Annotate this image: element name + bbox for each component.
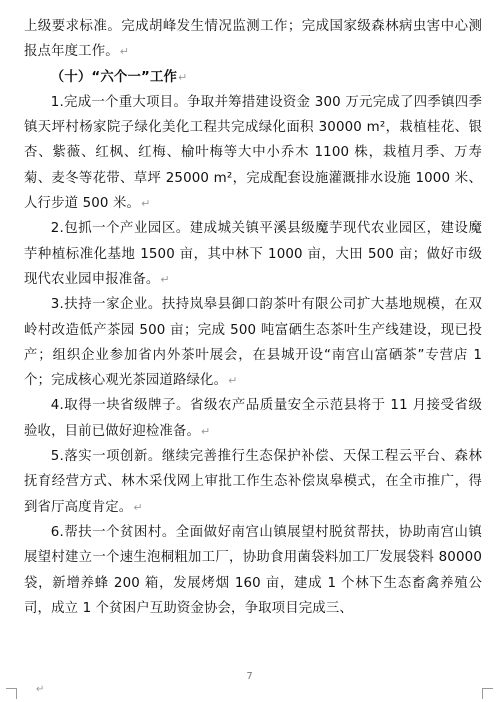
paragraph-mark-icon: ↵ [133,500,143,514]
paragraph-mark-icon: ↵ [160,272,170,286]
paragraph-text: 6.帮扶一个贫困村。全面做好南宫山镇展望村脱贫帮扶，协助南宫山镇展望村建立一个速生泡桐粗加工厂，协助食用菌袋料加工厂发展袋料 80000 袋，新增养蜂 200 箱，发展烤烟 160 亩，建成 1 个林下生态畜禽养殖公司，成立 1 个贫困户互助资金协会，争取项目完成三、 [24,524,482,616]
paragraph-item-5 [24,444,482,520]
crop-mark-bottom-left [6,688,17,699]
paragraph-text: 4.取得一块省级牌子。省级农产品质量安全示范县将于 11 月接受省级验收，目前已做好迎检准备。 [24,398,482,439]
paragraph-text: 上级要求标准。完成胡峰发生情况监测工作；完成国家级森林病虫害中心测报点年度工作。 [24,19,482,60]
paragraph-mark-icon: ↵ [119,45,130,59]
paragraph-mark-icon: ↵ [141,197,151,211]
paragraph-text: 2.包抓一个产业园区。建成城关镇平溪县级魔芋现代农业园区，建设魔芋种植标准化基地 1500 亩，其中林下 1000 亩，大田 500 亩；做好市级现代农业园申报准备。 [24,221,482,287]
page-number: 7 [246,671,253,682]
paragraph-text: 3.扶持一家企业。扶持岚皋县御口韵茶叶有限公司扩大基地规模，在双岭村改造低产茶园 500 亩；完成 500 吨富硒生态茶叶生产线建设，现已投产；组织企业参加省内外茶叶展会，在县城开设“南宫山富硒茶”专营店 1 个；完成核心观光茶园道路绿化。 [24,297,482,389]
heading-text: （十）“六个一”工作 [50,69,178,85]
paragraph-item-4 [24,393,482,444]
paragraph-item-2 [24,216,482,292]
section-heading [24,65,482,90]
document-body [24,14,482,621]
paragraph-item-6 [24,520,482,621]
crop-mark-bottom-right [482,688,493,699]
paragraph-mark-icon: ↵ [228,374,238,388]
paragraph-mark-icon: ↵ [178,70,188,84]
paragraph-item-3 [24,292,482,393]
continued-paragraph [24,14,482,65]
paragraph-text: 1.完成一个重大项目。争取并筹措建设资金 300 万元完成了四季镇四季镇天坪村杨家院子绿化美化工程共完成绿化面积 30000 m²，栽植桂花、银杏、紫薇、红枫、红梅、榆叶梅等大中小乔木 1100 株，栽植月季、万寿菊、麦冬等花带、草坪 25000 m²，完成配套设施灌溉排水设施 1000 米、人行步道 500 米。 [24,94,482,212]
paragraph-text: 5.落实一项创新。继续完善推行生态保护补偿、天保工程云平台、森林抚育经营方式、林木采伐网上审批工作生态补偿岚皋模式，在全市推广，得到省厅高度肯定。 [24,449,482,515]
paragraph-item-1 [24,90,482,216]
paragraph-mark-icon: ↵ [201,424,211,438]
paragraph-mark-icon: ↵ [36,684,45,695]
